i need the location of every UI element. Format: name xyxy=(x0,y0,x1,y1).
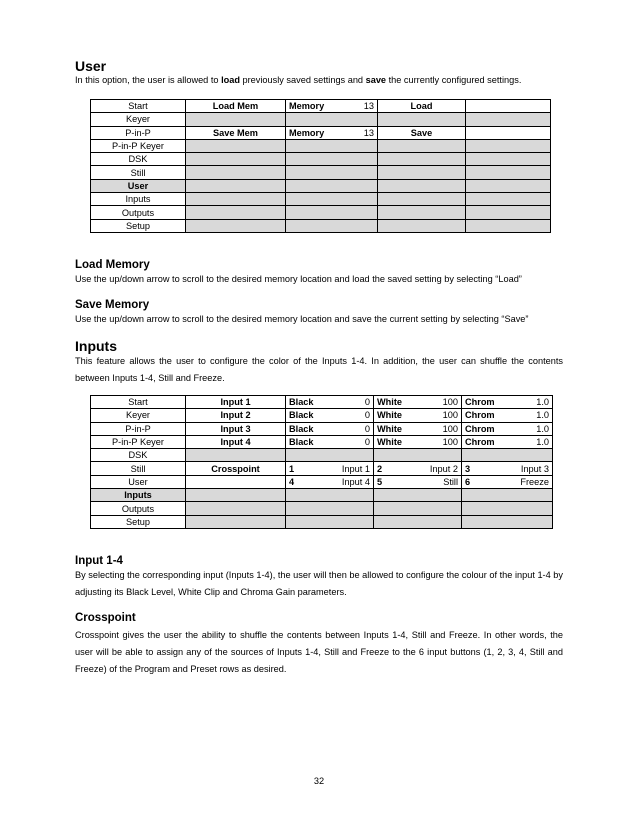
table-row xyxy=(91,515,553,528)
white-clip-field[interactable]: White 100 xyxy=(374,422,462,435)
table-row xyxy=(91,462,553,475)
table-row xyxy=(91,139,551,152)
crosspoint-label[interactable]: Crosspoint xyxy=(186,462,286,475)
menu-item-outputs[interactable]: Outputs xyxy=(91,502,186,515)
menu-item-user[interactable]: User xyxy=(91,179,186,192)
menu-item-still[interactable]: Still xyxy=(91,462,186,475)
crosspoint-heading: Crosspoint xyxy=(75,612,136,624)
crosspoint-slot[interactable]: 5 Still xyxy=(374,475,462,488)
chroma-gain-field[interactable]: Chrom 1.0 xyxy=(462,422,553,435)
menu-item-outputs[interactable]: Outputs xyxy=(91,206,186,219)
input-4-label[interactable]: Input 4 xyxy=(186,435,286,448)
table-row xyxy=(91,100,551,113)
load-memory-heading: Load Memory xyxy=(75,259,150,271)
input-1-label[interactable]: Input 1 xyxy=(186,396,286,409)
table-row xyxy=(91,435,553,448)
white-clip-field[interactable]: White 100 xyxy=(374,396,462,409)
table-row xyxy=(91,126,551,139)
user-heading: User xyxy=(75,58,107,74)
crosspoint-text: Crosspoint gives the user the ability to shuffle the contents between Inputs 1-4, Still and Freeze. In other words, the user will be able to assign any of the sources of Inputs 1-4, Still and Freeze to the 6 input buttons (1, 2, 3, 4, Still and Freeze) of the Program and Preset rows as desired. xyxy=(75,630,563,674)
crosspoint-slot[interactable]: 2 Input 2 xyxy=(374,462,462,475)
inputs-menu-table xyxy=(90,395,553,529)
menu-item-dsk[interactable]: DSK xyxy=(91,449,186,462)
table-row xyxy=(91,449,553,462)
chroma-gain-field[interactable]: Chrom 1.0 xyxy=(462,396,553,409)
menu-item-start[interactable]: Start xyxy=(91,100,186,113)
crosspoint-slot[interactable]: 1 Input 1 xyxy=(286,462,374,475)
user-intro: In this option, the user is allowed to load previously saved settings and save the currently configured settings. xyxy=(75,75,522,85)
table-row xyxy=(91,166,551,179)
user-menu-table xyxy=(90,99,551,233)
input-3-label[interactable]: Input 3 xyxy=(186,422,286,435)
black-level-field[interactable]: Black 0 xyxy=(286,435,374,448)
table-row xyxy=(91,502,553,515)
load-mem-label: Load Mem xyxy=(186,100,286,113)
table-row xyxy=(91,113,551,126)
menu-item-pinp[interactable]: P-in-P xyxy=(91,126,186,139)
menu-item-keyer[interactable]: Keyer xyxy=(91,409,186,422)
black-level-field[interactable]: Black 0 xyxy=(286,409,374,422)
save-memory-text: Use the up/down arrow to scroll to the desired memory location and save the current setting by selecting “Save” xyxy=(75,314,529,324)
save-mem-label: Save Mem xyxy=(186,126,286,139)
chroma-gain-field[interactable]: Chrom 1.0 xyxy=(462,435,553,448)
menu-item-inputs[interactable]: Inputs xyxy=(91,193,186,206)
table-row xyxy=(91,179,551,192)
menu-item-pinp[interactable]: P-in-P xyxy=(91,422,186,435)
menu-item-inputs[interactable]: Inputs xyxy=(91,489,186,502)
crosspoint-slot[interactable]: 3 Input 3 xyxy=(462,462,553,475)
menu-item-pinp-keyer[interactable]: P-in-P Keyer xyxy=(91,435,186,448)
menu-item-start[interactable]: Start xyxy=(91,396,186,409)
load-button[interactable]: Load xyxy=(378,100,466,113)
input-1-4-heading: Input 1-4 xyxy=(75,555,123,567)
white-clip-field[interactable]: White 100 xyxy=(374,409,462,422)
save-memory-heading: Save Memory xyxy=(75,299,150,311)
table-row xyxy=(91,409,553,422)
empty-cell xyxy=(186,475,286,488)
memory-field[interactable]: Memory 13 xyxy=(286,126,378,139)
menu-item-still[interactable]: Still xyxy=(91,166,186,179)
inputs-heading: Inputs xyxy=(75,338,117,354)
table-row xyxy=(91,206,551,219)
input-1-4-text: By selecting the corresponding input (Inputs 1-4), the user will then be allowed to configure the colour of the input 1-4 by adjusting its Black Level, White Clip and Chroma Gain parameters. xyxy=(75,570,563,597)
page-number: 32 xyxy=(313,776,325,786)
menu-item-setup[interactable]: Setup xyxy=(91,515,186,528)
load-memory-text: Use the up/down arrow to scroll to the desired memory location and load the saved setting by selecting “Load” xyxy=(75,274,522,284)
table-row xyxy=(91,153,551,166)
menu-item-setup[interactable]: Setup xyxy=(91,219,186,232)
empty-cell xyxy=(466,126,551,139)
memory-field[interactable]: Memory 13 xyxy=(286,100,378,113)
white-clip-field[interactable]: White 100 xyxy=(374,435,462,448)
menu-item-pinp-keyer[interactable]: P-in-P Keyer xyxy=(91,139,186,152)
black-level-field[interactable]: Black 0 xyxy=(286,422,374,435)
table-row xyxy=(91,193,551,206)
crosspoint-slot[interactable]: 6 Freeze xyxy=(462,475,553,488)
table-row xyxy=(91,475,553,488)
black-level-field[interactable]: Black 0 xyxy=(286,396,374,409)
input-2-label[interactable]: Input 2 xyxy=(186,409,286,422)
table-row xyxy=(91,489,553,502)
empty-cell xyxy=(466,100,551,113)
menu-item-keyer[interactable]: Keyer xyxy=(91,113,186,126)
chroma-gain-field[interactable]: Chrom 1.0 xyxy=(462,409,553,422)
table-row xyxy=(91,422,553,435)
table-row xyxy=(91,219,551,232)
save-button[interactable]: Save xyxy=(378,126,466,139)
inputs-text: This feature allows the user to configure the color of the Inputs 1-4. In addition, the user can shuffle the contents between Inputs 1-4, Still and Freeze. xyxy=(75,356,563,383)
crosspoint-slot[interactable]: 4 Input 4 xyxy=(286,475,374,488)
table-row xyxy=(91,396,553,409)
menu-item-user[interactable]: User xyxy=(91,475,186,488)
menu-item-dsk[interactable]: DSK xyxy=(91,153,186,166)
